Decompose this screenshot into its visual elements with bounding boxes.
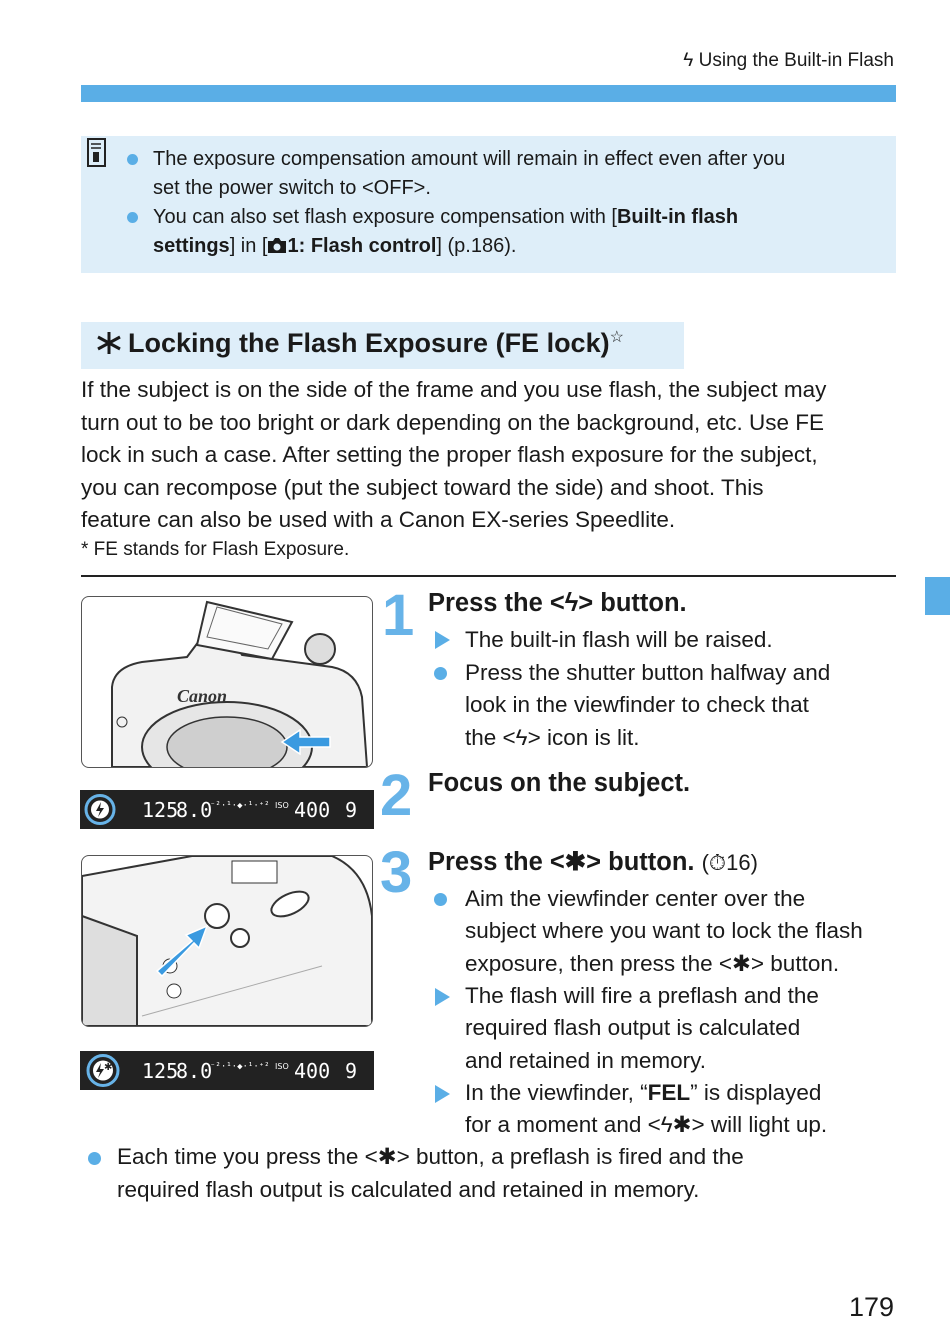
- step-1-bullet-line-3: the <ϟ> icon is lit.: [465, 725, 640, 750]
- step-3-result-1-line-1: The flash will fire a preflash and the: [465, 983, 819, 1008]
- note-bullet-1-line-1: The exposure compensation amount will remain in effect even after you: [153, 148, 786, 170]
- closing-note-line-2: required flash output is calculated and retained in memory.: [117, 1177, 700, 1202]
- star-mark: ☆: [609, 329, 624, 346]
- note-bullet-2-line-2: settings] in [ 1: Flash control] (p.186).: [153, 235, 517, 257]
- bullet-icon: [434, 667, 447, 680]
- running-header: ϟ Using the Built-in Flash: [683, 50, 894, 71]
- svg-text:400: 400: [294, 1059, 331, 1083]
- svg-text:8.0: 8.0: [176, 798, 213, 822]
- svg-text:⁻²·¹·◆·¹·⁺²: ⁻²·¹·◆·¹·⁺²: [210, 1062, 270, 1072]
- step-3-result-1-line-2: required flash output is calculated: [465, 1015, 801, 1040]
- step-1-bullet-line-2: look in the viewfinder to check that: [465, 692, 809, 717]
- result-arrow-icon: [435, 631, 450, 649]
- fe-lock-icon: [96, 331, 122, 355]
- viewfinder-display-2: [80, 1051, 374, 1090]
- step-3-result-1-line-3: and retained in memory.: [465, 1048, 706, 1073]
- intro-paragraph: If the subject is on the side of the frame and you use flash, the subject may turn out to be too bright or dark depending on the background, etc. Use FE lock in such a case. After setting the proper flash exposure for the subject, you can recompose (put the subject toward the side) and shoot. This feature can also be used with a Canon EX-series Speedlite.: [81, 377, 827, 532]
- header-bar: [81, 85, 896, 102]
- camera-flash-illustration: [81, 596, 373, 768]
- step-1-result: The built-in flash will be raised.: [465, 627, 773, 652]
- svg-text:⁻²·¹·◆·¹·⁺²: ⁻²·¹·◆·¹·⁺²: [210, 801, 270, 811]
- step-3-bullet-line-2: subject where you want to lock the flash: [465, 918, 863, 943]
- step-3-result-2-line-2: for a moment and <ϟ✱> will light up.: [465, 1112, 828, 1137]
- chapter-tab: [925, 577, 950, 615]
- step-1-bullet-line-1: Press the shutter button halfway and: [465, 660, 831, 685]
- note-bullet-2-line-1: You can also set flash exposure compensation with [Built-in flash: [153, 206, 739, 228]
- step-number-2: 2: [380, 763, 413, 828]
- step-number-1: 1: [382, 583, 415, 648]
- bullet-icon: [127, 154, 138, 165]
- bullet-icon: [434, 893, 447, 906]
- step-title-2: Focus on the subject.: [428, 769, 691, 797]
- closing-note-line-1: Each time you press the <✱> button, a preflash is fired and the: [117, 1144, 744, 1169]
- result-arrow-icon: [435, 1085, 450, 1103]
- step-3-result-2-line-1: In the viewfinder, “FEL” is displayed: [465, 1080, 822, 1105]
- svg-text:ISO: ISO: [275, 801, 289, 810]
- fe-lock-button-illustration: [81, 855, 373, 1027]
- viewfinder-display-1: [80, 790, 374, 829]
- divider: [81, 575, 896, 577]
- svg-text:9: 9: [345, 798, 358, 822]
- section-title: Locking the Flash Exposure (FE lock)☆: [96, 327, 624, 359]
- footnote: * FE stands for Flash Exposure.: [81, 539, 350, 560]
- camera-tab-icon: [267, 236, 287, 254]
- svg-text:9: 9: [345, 1059, 358, 1083]
- step-title-3: Press the <✱> button. (⏱16): [428, 848, 758, 876]
- bullet-icon: [127, 212, 138, 223]
- svg-text:125: 125: [142, 798, 179, 822]
- svg-text:ISO: ISO: [275, 1062, 289, 1071]
- step-3-bullet-line-3: exposure, then press the <✱> button.: [465, 951, 840, 976]
- result-arrow-icon: [435, 988, 450, 1006]
- note-bullet-1-line-2: set the power switch to <OFF>.: [153, 177, 431, 199]
- page-number: 179: [848, 1292, 894, 1322]
- svg-text:125: 125: [142, 1059, 179, 1083]
- step-title-1: Press the <ϟ> button.: [428, 589, 687, 617]
- page-reference: (⏱16): [701, 850, 758, 875]
- svg-text:400: 400: [294, 798, 331, 822]
- svg-text:8.0: 8.0: [176, 1059, 213, 1083]
- bullet-icon: [88, 1152, 101, 1165]
- step-number-3: 3: [380, 840, 413, 905]
- svg-text:✱: ✱: [104, 1062, 113, 1073]
- camera-logo: Canon: [177, 686, 228, 706]
- note-icon: [87, 138, 107, 168]
- step-3-bullet-line-1: Aim the viewfinder center over the: [465, 886, 806, 911]
